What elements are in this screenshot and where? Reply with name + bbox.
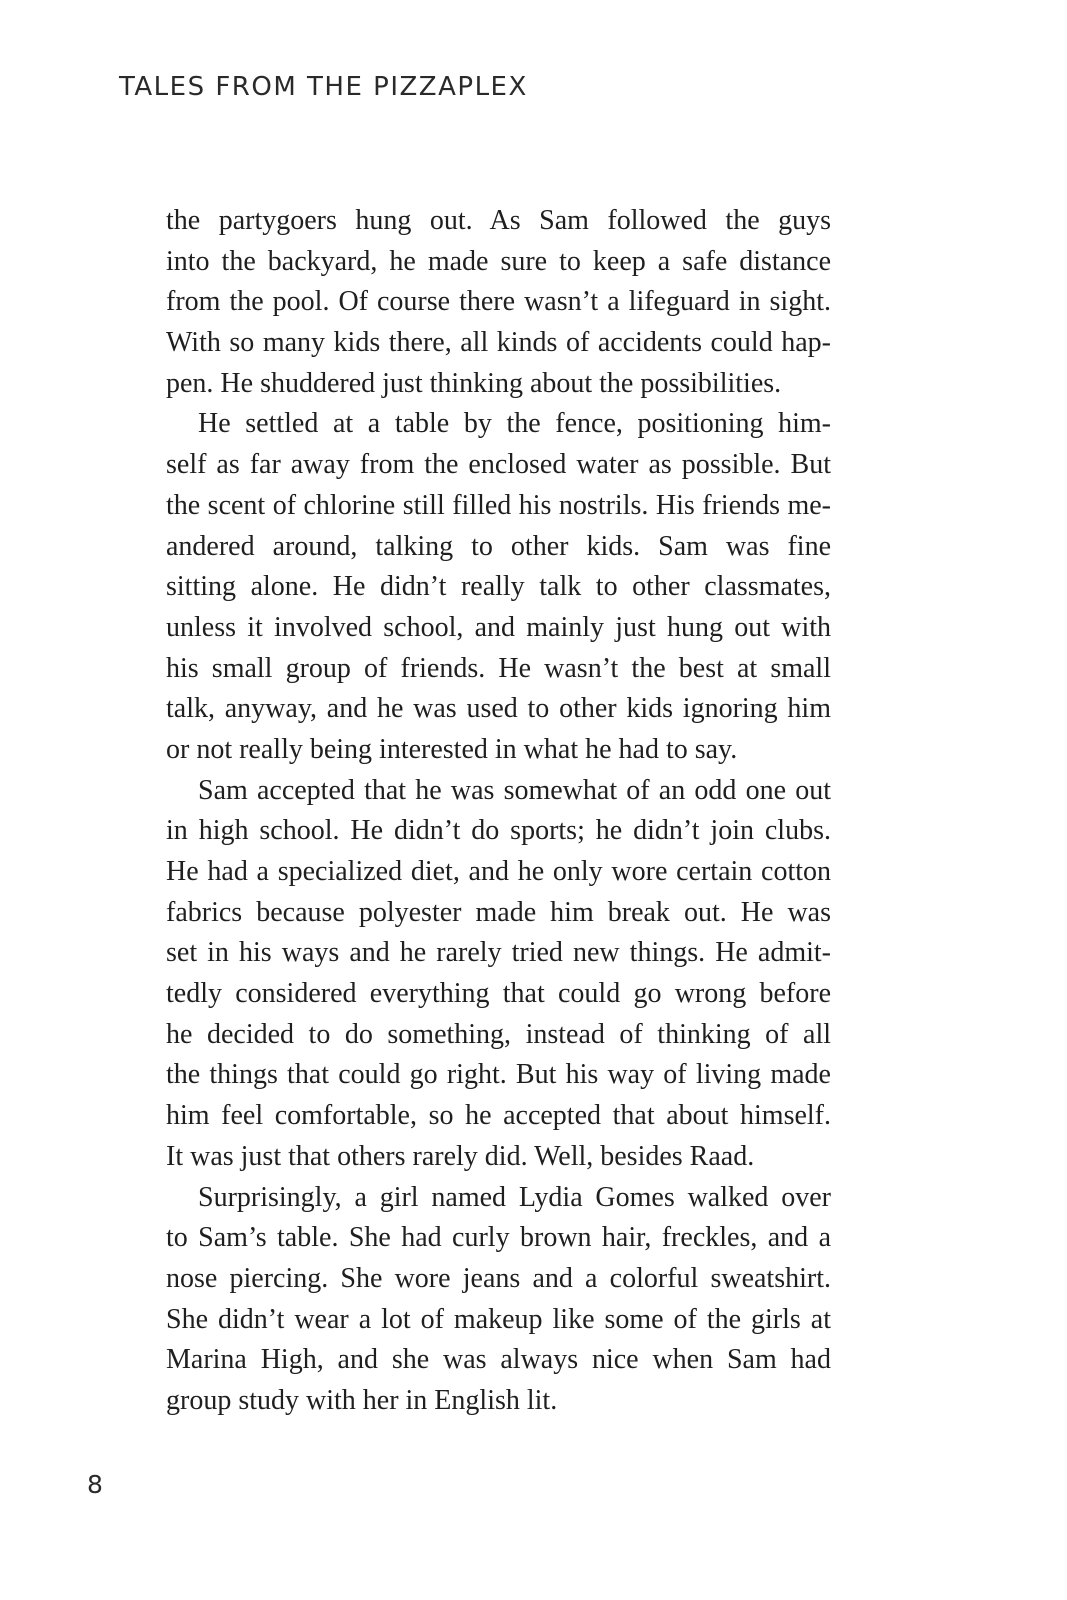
text-line: She didn’t wear a lot of makeup like some of the girls at [166, 1303, 831, 1335]
text-line: unless it involved school, and mainly just hung out with [166, 611, 831, 643]
text-line: He had a specialized diet, and he only wore certain cotton [166, 856, 831, 887]
text-line: It was just that others rarely did. Well, besides Raad. [166, 1140, 755, 1172]
text-line: Surprisingly, a girl named Lydia Gomes walked over [198, 1181, 831, 1213]
text-line: set in his ways and he rarely tried new things. He admit- [166, 937, 831, 969]
text-line: With so many kids there, all kinds of accidents could hap- [166, 327, 831, 359]
page-number: 8 [87, 1470, 103, 1499]
text-line: group study with her in English lit. [166, 1384, 558, 1416]
text-line: He settled at a table by the fence, positioning him- [198, 408, 831, 440]
text-line: pen. He shuddered just thinking about the possibilities. [166, 367, 782, 399]
text-line: in high school. He didn’t do sports; he didn’t join clubs. [166, 815, 831, 847]
text-line: to Sam’s table. She had curly brown hair, freckles, and a [166, 1222, 831, 1254]
text-line: sitting alone. He didn’t really talk to other classmates, [166, 571, 831, 603]
text-line: nose piercing. She wore jeans and a colorful sweatshirt. [166, 1262, 831, 1294]
text-line: or not really being interested in what he had to say. [166, 733, 738, 765]
running-head: TALES FROM THE PIZZAPLEX [119, 72, 528, 102]
text-line: talk, anyway, and he was used to other kids ignoring him [166, 693, 831, 725]
text-line: the scent of chlorine still filled his nostrils. His friends me- [166, 489, 831, 521]
text-line: the partygoers hung out. As Sam followed the guys [166, 205, 831, 236]
text-line: Sam accepted that he was somewhat of an odd one out [198, 774, 831, 806]
text-line: fabrics because polyester made him break out. He was [166, 896, 831, 928]
text-line: him feel comfortable, so he accepted that about himself. [166, 1100, 831, 1132]
text-line: Marina High, and she was always nice when Sam had [166, 1344, 831, 1376]
text-line: from the pool. Of course there wasn’t a lifeguard in sight. [166, 286, 831, 318]
body-text [166, 201, 831, 1422]
text-line: the things that could go right. But his way of living made [166, 1059, 831, 1091]
text-line: andered around, talking to other kids. Sam was fine [166, 530, 831, 562]
text-line: self as far away from the enclosed water as possible. But [166, 449, 831, 481]
text-line: tedly considered everything that could go wrong before [166, 978, 831, 1010]
text-line: into the backyard, he made sure to keep a safe distance [166, 245, 831, 277]
text-line: his small group of friends. He wasn’t the best at small [166, 652, 831, 684]
text-line: he decided to do something, instead of thinking of all [166, 1018, 831, 1050]
